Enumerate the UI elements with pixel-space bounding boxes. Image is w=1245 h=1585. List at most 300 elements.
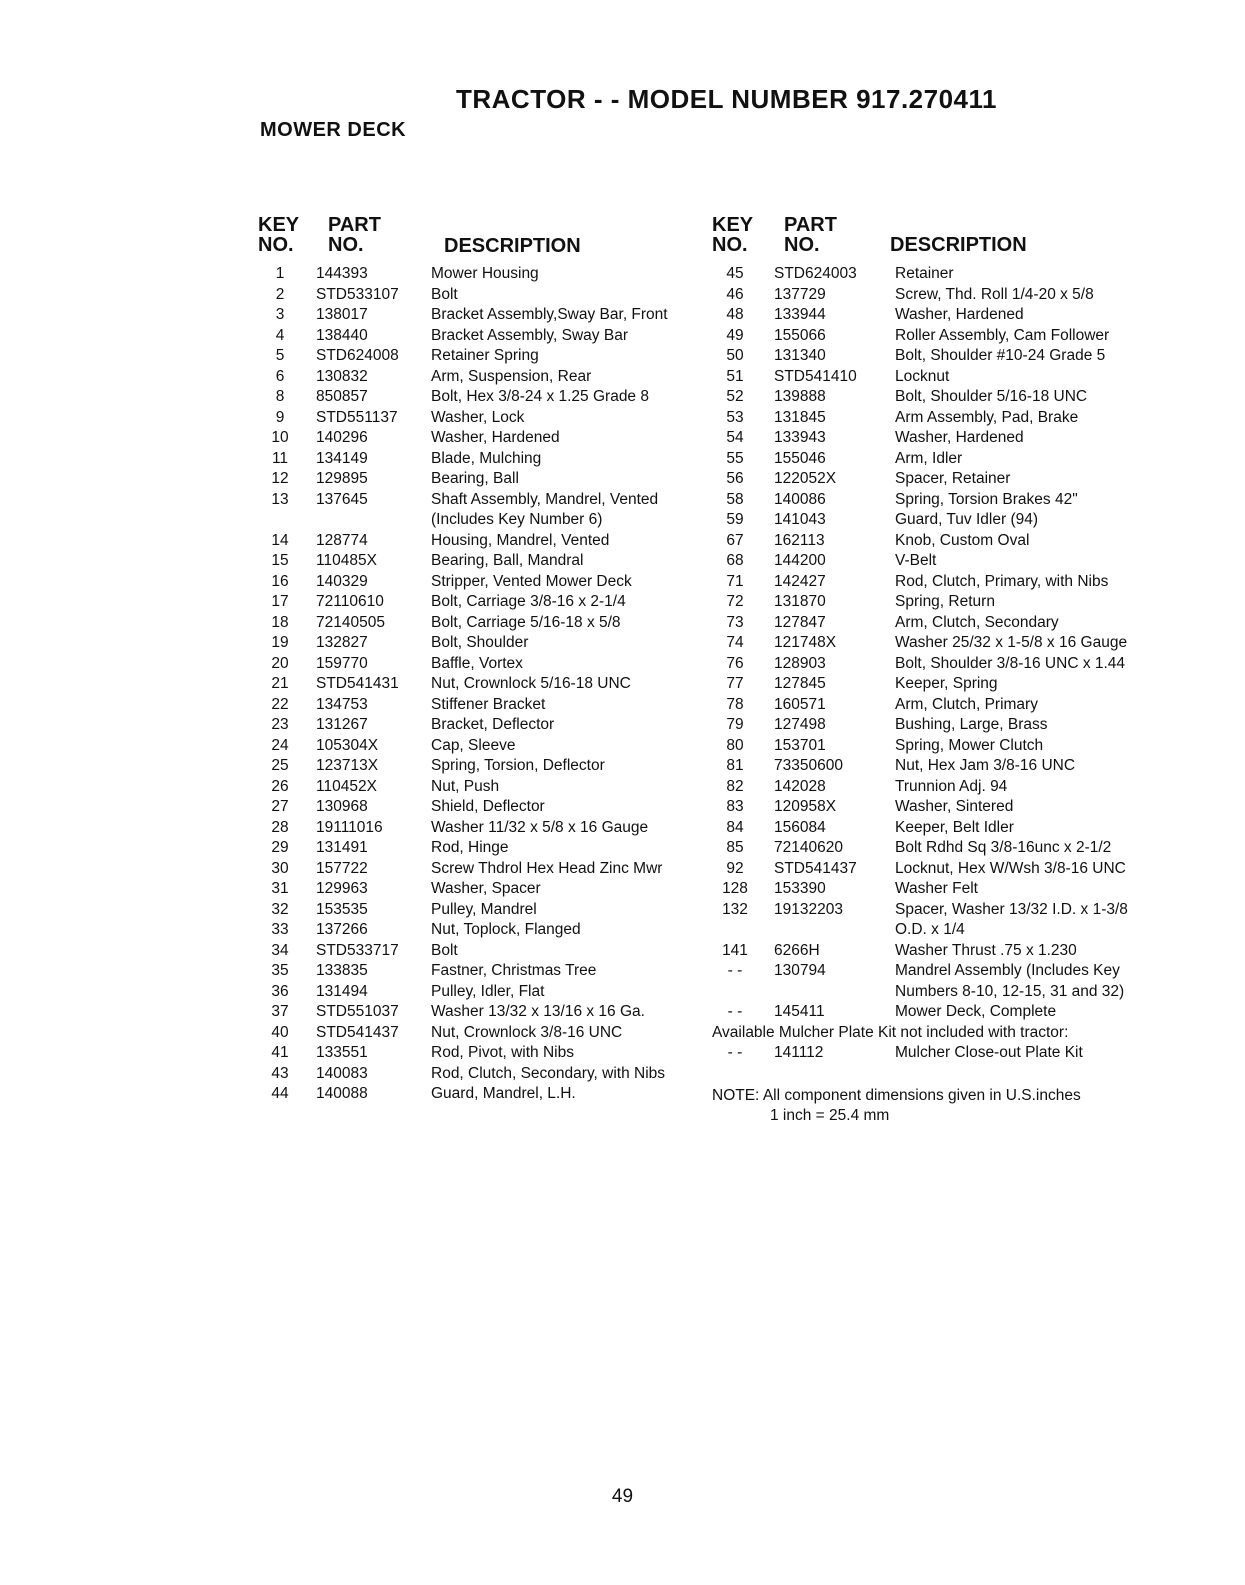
part-number-cell: 133835 [316,962,368,979]
key-cell: 46 [726,285,744,303]
key-cell: 128 [722,880,748,897]
description-cell: Spring, Torsion Brakes 42" [895,490,1078,508]
part-number-cell: 131494 [316,982,368,1000]
table-row [258,818,688,839]
part-number-cell: 140329 [316,572,368,590]
description-cell: Washer, Hardened [431,429,560,446]
description-cell: Rod, Pivot, with Nibs [431,1044,574,1061]
part-number-cell: STD551037 [316,1003,399,1020]
table-row [712,859,1137,880]
description-cell: Rod, Clutch, Secondary, with Nibs [431,1064,666,1082]
part-number-cell: 128774 [316,531,368,549]
part-number-cell: 6266H [774,941,820,959]
key-cell: 43 [271,1064,289,1082]
table-row [712,346,1137,367]
description-cell: Stiffener Bracket [431,695,546,713]
table-row [258,531,688,552]
part-number-cell: 105304X [316,736,379,754]
key-cell: 2 [275,285,285,303]
part-number-cell: 137729 [774,285,826,303]
table-row [712,900,1137,941]
description-cell: Screw Thdrol Hex Head Zinc Mwr [431,859,663,877]
key-cell: 59 [726,511,744,528]
dimension-note [712,1086,1137,1127]
key-cell: 36 [271,982,289,1000]
key-cell: 49 [726,326,744,344]
part-header-2: NO. [784,234,820,256]
key-cell: 25 [271,757,289,774]
part-number-cell: 142427 [774,572,826,590]
key-cell: 73 [726,613,744,631]
key-cell: 83 [726,798,744,815]
parts-list-right [712,264,1137,1023]
key-cell: 40 [271,1023,289,1041]
key-cell: 3 [275,306,285,323]
description-cell: Bolt [431,941,458,959]
table-row [258,1084,688,1105]
table-row [258,674,688,695]
table-row [712,941,1137,962]
description-cell: Bracket, Deflector [431,716,555,733]
table-row [258,654,688,675]
description-cell: Washer, Spacer [431,880,541,897]
part-number-cell: 73350600 [774,757,843,774]
table-row [712,633,1137,654]
key-cell: 78 [726,695,744,713]
key-cell: 8 [275,388,285,405]
part-number-cell: STD533717 [316,941,399,959]
key-cell: 51 [726,367,744,385]
key-cell: 6 [275,367,285,385]
key-cell: 76 [726,654,744,672]
key-cell: 67 [726,531,744,549]
part-number-cell: 145411 [774,1003,825,1020]
table-row [712,592,1137,613]
table-row [712,777,1137,798]
description-cell: Bracket Assembly,Sway Bar, Front [431,306,668,323]
description-cell: Bolt, Shoulder 3/8-16 UNC x 1.44 [895,654,1126,672]
parts-list-kit [712,1043,1137,1064]
key-cell: 56 [726,470,744,487]
table-row [258,838,688,859]
description-cell: Trunnion Adj. 94 [895,777,1008,795]
part-number-cell: STD541431 [316,675,399,692]
key-cell: 71 [726,572,744,590]
key-cell: 4 [275,326,285,344]
key-cell: 58 [726,490,744,508]
part-number-cell: 72140505 [316,613,385,631]
key-cell: 80 [726,736,744,754]
key-cell: 21 [271,675,289,692]
table-row [712,1002,1137,1023]
part-number-cell: STD533107 [316,285,399,303]
table-row [258,633,688,654]
key-cell: 17 [271,593,289,610]
part-number-cell: 132827 [316,634,368,651]
part-number-cell: 127845 [774,675,826,692]
key-cell: 50 [726,347,744,364]
description-cell: Nut, Crownlock 5/16-18 UNC [431,675,631,692]
description-cell: Rod, Hinge [431,839,509,856]
key-header-2: NO. [258,234,294,256]
part-number-cell: 110485X [316,552,377,569]
key-cell: 9 [275,408,285,426]
table-row [258,469,688,490]
part-number-cell: 130794 [774,962,826,979]
table-row [712,285,1137,306]
key-cell: 41 [271,1044,289,1061]
table-row [258,797,688,818]
part-number-cell: 131267 [316,716,368,733]
key-cell: 84 [726,818,744,836]
part-number-cell: 159770 [316,654,368,672]
key-cell: 68 [726,552,744,569]
part-number-cell: 850857 [316,388,368,405]
description-cell: V-Belt [895,552,937,569]
part-number-cell: 123713X [316,757,379,774]
part-number-cell: 141043 [774,511,826,528]
table-row [258,920,688,941]
key-cell: 52 [726,388,744,405]
description-cell: Blade, Mulching [431,449,542,467]
part-number-cell: 138017 [316,306,368,323]
table-row [258,756,688,777]
part-number-cell: 134149 [316,449,368,467]
table-row [258,551,688,572]
part-number-cell: 138440 [316,326,368,344]
part-number-cell: 144393 [316,265,368,282]
part-number-cell: 127498 [774,716,826,733]
description-cell: Guard, Tuv Idler (94) [895,511,1039,528]
table-row [712,818,1137,839]
part-number-cell: 140086 [774,490,826,508]
table-row [712,613,1137,634]
table-row [258,305,688,326]
part-number-cell: 162113 [774,531,825,549]
description-cell: Bolt, Carriage 3/8-16 x 2-1/4 [431,593,626,610]
description-cell: Guard, Mandrel, L.H. [431,1085,576,1102]
table-row [258,449,688,470]
part-number-cell: 144200 [774,552,826,569]
description-cell: Screw, Thd. Roll 1/4-20 x 5/8 [895,285,1094,303]
page-title: TRACTOR - - MODEL NUMBER 917.270411 [456,84,998,114]
part-number-cell: 133551 [316,1044,368,1061]
description-header: DESCRIPTION [444,235,581,257]
part-number-cell: 140083 [316,1064,368,1082]
key-cell: 14 [271,531,289,549]
table-row [712,305,1137,326]
part-number-cell: STD624003 [774,265,857,282]
key-cell: 141 [722,941,748,959]
description-cell: Washer Thrust .75 x 1.230 [895,941,1077,959]
description-cell: Retainer [895,265,954,282]
part-number-cell: 140296 [316,429,368,446]
key-cell: - - [727,962,743,979]
key-cell: 31 [271,880,289,897]
table-row [258,592,688,613]
table-row [712,674,1137,695]
table-row [258,326,688,347]
table-row [258,859,688,880]
description-cell: Retainer Spring [431,347,539,364]
key-header-2: NO. [712,234,748,256]
part-number-cell: 133943 [774,429,826,446]
description-cell: Spacer, Washer 13/32 I.D. x 1-3/8 O.D. x 1/4 [895,900,1128,938]
key-cell: 30 [271,859,289,877]
description-cell: Locknut, Hex W/Wsh 3/8-16 UNC [895,859,1126,877]
table-row [712,879,1137,900]
key-cell: 132 [722,900,748,918]
key-cell: 82 [726,777,744,795]
part-number-cell: 141112 [774,1044,824,1061]
table-row [712,838,1137,859]
description-cell: Arm, Suspension, Rear [431,367,592,385]
part-number-cell: 160571 [774,695,826,713]
description-cell: Washer 11/32 x 5/8 x 16 Gauge [431,818,649,836]
description-cell: Arm, Clutch, Secondary [895,613,1059,631]
part-number-cell: 131340 [774,347,826,364]
key-cell: 23 [271,716,289,733]
table-row [712,1043,1137,1064]
table-row [712,428,1137,449]
key-cell: 72 [726,593,744,610]
table-row [712,961,1137,1002]
description-cell: Mower Deck, Complete [895,1003,1057,1020]
key-header-1: KEY [258,214,300,236]
key-cell: 81 [726,757,744,774]
part-number-cell: 134753 [316,695,368,713]
part-number-cell: 131491 [316,839,368,856]
part-number-cell: 72140620 [774,839,843,856]
description-cell: Spacer, Retainer [895,470,1011,487]
key-cell: 92 [726,859,744,877]
description-cell: Bolt Rdhd Sq 3/8-16unc x 2-1/2 [895,839,1112,856]
description-cell: Shield, Deflector [431,798,545,815]
key-cell: 10 [271,429,289,446]
key-cell: 48 [726,306,744,323]
description-cell: Roller Assembly, Cam Follower [895,326,1110,344]
part-number-cell: 153390 [774,880,826,897]
key-cell: 53 [726,408,744,426]
key-cell: 12 [271,470,289,487]
key-cell: 32 [271,900,289,918]
part-number-cell: 120958X [774,798,837,815]
table-row [258,428,688,449]
available-kit-note: Available Mulcher Plate Kit not included with tractor: [712,1023,1069,1041]
part-number-cell: STD624008 [316,347,399,364]
table-row [258,982,688,1003]
description-cell: Fastner, Christmas Tree [431,962,597,979]
description-cell: Baffle, Vortex [431,654,523,672]
part-number-cell: 142028 [774,777,826,795]
description-cell: Bearing, Ball [431,470,519,487]
description-cell: Cap, Sleeve [431,736,516,754]
parts-column-left [258,214,688,1105]
description-cell: Washer, Sintered [895,798,1014,815]
description-cell: Arm, Clutch, Primary [895,695,1038,713]
table-row [712,264,1137,285]
key-cell: 77 [726,675,744,692]
table-row [258,572,688,593]
description-cell: Washer, Hardened [895,306,1024,323]
part-number-cell: 130832 [316,367,368,385]
description-cell: Bolt, Shoulder 5/16-18 UNC [895,388,1088,405]
key-cell: 35 [271,962,289,979]
part-number-cell: 19132203 [774,900,843,918]
description-cell: Pulley, Mandrel [431,900,537,918]
key-cell: 37 [271,1003,289,1020]
part-number-cell: 72110610 [316,593,384,610]
table-row [712,736,1137,757]
table-row [712,490,1137,511]
table-row [712,449,1137,470]
key-cell: 74 [726,634,744,651]
key-cell: 24 [271,736,289,754]
key-cell: 15 [271,552,289,569]
key-cell: 55 [726,449,744,467]
key-cell: 16 [271,572,289,590]
table-row [258,264,688,285]
part-number-cell: 121748X [774,634,837,651]
description-cell: Washer, Hardened [895,429,1024,446]
key-cell: 5 [275,347,285,364]
description-cell: Keeper, Belt Idler [895,818,1014,836]
table-row [258,1023,688,1044]
column-header [712,214,1137,264]
part-number-cell: STD551137 [316,408,398,426]
part-number-cell: STD541437 [316,1023,399,1041]
description-cell: Nut, Toplock, Flanged [431,921,581,938]
note-line-2: 1 inch = 25.4 mm [770,1107,890,1124]
table-row [712,469,1137,490]
page-number: 49 [611,1486,634,1507]
table-row [258,387,688,408]
part-header-1: PART [784,214,837,236]
description-cell: Locknut [895,367,950,385]
part-header-2: NO. [328,234,364,256]
key-cell: - - [727,1044,743,1061]
key-cell: 34 [271,941,289,959]
table-row [258,1002,688,1023]
part-number-cell: 155046 [774,449,826,467]
part-number-cell: 129895 [316,470,368,487]
part-number-cell: 131870 [774,593,826,610]
key-cell: 54 [726,429,744,446]
table-row [258,1064,688,1085]
part-number-cell: 129963 [316,880,368,897]
table-row [712,326,1137,347]
key-cell: 13 [271,490,289,508]
table-row [258,367,688,388]
description-cell: Bracket Assembly, Sway Bar [431,326,628,344]
description-cell: Arm, Idler [895,449,963,467]
key-cell: 44 [271,1085,289,1102]
key-cell: 29 [271,839,289,856]
table-row [712,408,1137,429]
description-cell: Mandrel Assembly (Includes Key Numbers 8-10, 12-15, 31 and 32) [895,962,1125,1000]
table-row [258,613,688,634]
key-cell: 33 [271,921,289,938]
part-number-cell: 131845 [774,408,826,426]
column-header [258,214,688,264]
description-cell: Housing, Mandrel, Vented [431,531,610,549]
part-number-cell: 153535 [316,900,368,918]
table-row [258,900,688,921]
table-row [258,285,688,306]
key-cell: - - [727,1003,743,1020]
table-row [712,367,1137,388]
key-cell: 27 [271,798,289,815]
description-cell: Washer, Lock [431,408,525,426]
description-cell: Pulley, Idler, Flat [431,982,545,1000]
key-cell: 79 [726,716,744,733]
description-cell: Bolt, Shoulder #10-24 Grade 5 [895,347,1106,364]
table-row [258,715,688,736]
part-number-cell: STD541410 [774,367,857,385]
parts-column-right [712,214,1137,1127]
table-row [258,777,688,798]
description-cell: Nut, Crownlock 3/8-16 UNC [431,1023,623,1041]
part-number-cell: 110452X [316,777,377,795]
part-number-cell: 157722 [316,859,368,877]
part-number-cell: 155066 [774,326,826,344]
table-row [258,941,688,962]
part-number-cell: 140088 [316,1085,368,1102]
table-row [258,736,688,757]
key-header-1: KEY [712,214,754,236]
part-number-cell: 127847 [774,613,826,631]
part-number-cell: 133944 [774,306,826,323]
key-cell: 20 [271,654,289,672]
key-cell: 19 [271,634,289,651]
description-cell: Keeper, Spring [895,675,998,692]
part-number-cell: 128903 [774,654,826,672]
table-row [712,531,1137,552]
description-header: DESCRIPTION [890,234,1027,256]
description-cell: Bolt, Shoulder [431,634,529,651]
table-row [712,756,1137,777]
table-row [258,1043,688,1064]
description-cell: Nut, Push [431,777,500,795]
description-cell: Shaft Assembly, Mandrel, Vented (Includes Key Number 6) [431,490,659,528]
table-row [712,654,1137,675]
part-number-cell: 19111016 [316,818,383,836]
table-row [258,695,688,716]
part-number-cell: STD541437 [774,859,857,877]
description-cell: Spring, Mower Clutch [895,736,1044,754]
table-row [258,346,688,367]
key-cell: 26 [271,777,289,795]
section-title: MOWER DECK [260,119,407,141]
description-cell: Washer 25/32 x 1-5/8 x 16 Gauge [895,634,1128,651]
table-row [712,387,1137,408]
table-row [712,715,1137,736]
note-line-1: NOTE: All component dimensions given in U.S.inches [712,1086,1081,1104]
key-cell: 11 [271,449,289,467]
table-row [258,879,688,900]
part-number-cell: 153701 [774,736,826,754]
description-cell: Bolt, Hex 3/8-24 x 1.25 Grade 8 [431,388,649,405]
description-cell: Bolt [431,285,458,303]
part-number-cell: 139888 [774,388,826,405]
key-cell: 1 [275,265,285,282]
description-cell: Bushing, Large, Brass [895,716,1048,733]
table-row [712,551,1137,572]
table-row [712,695,1137,716]
parts-list-left [258,264,688,1105]
table-row [712,510,1137,531]
description-cell: Arm Assembly, Pad, Brake [895,408,1079,426]
